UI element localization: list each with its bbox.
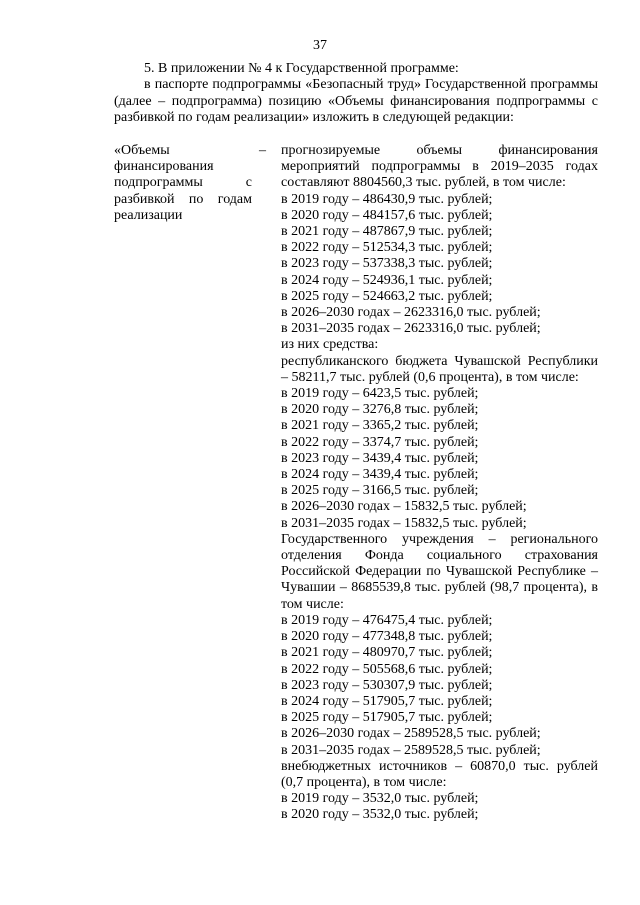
intro-line-1: 5. В приложении № 4 к Государственной программе:: [144, 61, 459, 76]
right-cell: [281, 143, 598, 824]
republic-years-list: [281, 386, 598, 532]
year-financing-line: в 2019 году – 476475,4 тыс. рублей;: [281, 612, 493, 628]
year-financing-line: в 2025 году – 517905,7 тыс. рублей;: [281, 710, 493, 726]
year-financing-line: в 2019 году – 3532,0 тыс. рублей;: [281, 791, 479, 807]
left-cell-title: «Объемы финансирования подпрограммы с разбивкой по годам реализации: [114, 143, 252, 223]
year-financing-line: в 2019 году – 6423,5 тыс. рублей;: [281, 386, 479, 402]
year-financing-line: в 2021 году – 487867,9 тыс. рублей;: [281, 224, 493, 240]
extrabudgetary-text: внебюджетных источников – 60870,0 тыс. рублей (0,7 процента), в том числе:: [281, 758, 598, 790]
year-financing-line: в 2026–2030 годах – 2589528,5 тыс. рублей;: [281, 726, 541, 742]
total-years-list: [281, 192, 598, 338]
of-which-label: из них средства:: [281, 337, 379, 353]
republic-budget-text: республиканского бюджета Чувашской Республики – 58211,7 тыс. рублей (0,6 процента), в том числе:: [281, 353, 598, 385]
year-financing-line: в 2025 году – 524663,2 тыс. рублей;: [281, 288, 493, 304]
year-financing-line: в 2022 году – 3374,7 тыс. рублей;: [281, 434, 479, 450]
year-financing-line: в 2023 году – 530307,9 тыс. рублей;: [281, 677, 493, 693]
year-financing-line: в 2020 году – 3276,8 тыс. рублей;: [281, 402, 479, 418]
year-financing-line: в 2020 году – 484157,6 тыс. рублей;: [281, 207, 493, 223]
year-financing-line: в 2023 году – 3439,4 тыс. рублей;: [281, 450, 479, 466]
year-financing-line: в 2024 году – 517905,7 тыс. рублей;: [281, 693, 493, 709]
year-financing-line: в 2024 году – 524936,1 тыс. рублей;: [281, 272, 493, 288]
social-fund-years-list: [281, 613, 598, 759]
year-financing-line: в 2021 году – 3365,2 тыс. рублей;: [281, 418, 479, 434]
year-financing-line: в 2022 году – 505568,6 тыс. рублей;: [281, 661, 493, 677]
year-financing-line: в 2019 году – 486430,9 тыс. рублей;: [281, 191, 493, 207]
left-cell-dash: –: [259, 143, 266, 158]
year-financing-line: в 2025 году – 3166,5 тыс. рублей;: [281, 483, 479, 499]
page-number: 37: [313, 38, 327, 53]
year-financing-line: в 2026–2030 годах – 2623316,0 тыс. рублей;: [281, 305, 541, 321]
year-financing-line: в 2031–2035 годах – 2623316,0 тыс. рублей;: [281, 321, 541, 337]
total-financing-text: прогнозируемые объемы финансирования мероприятий подпрограммы в 2019–2035 годах составляют 8804560,3 тыс. рублей, в том числе:: [281, 143, 598, 191]
year-financing-line: в 2023 году – 537338,3 тыс. рублей;: [281, 256, 493, 272]
year-financing-line: в 2021 году – 480970,7 тыс. рублей;: [281, 645, 493, 661]
year-financing-line: в 2026–2030 годах – 15832,5 тыс. рублей;: [281, 499, 527, 515]
year-financing-line: в 2020 году – 3532,0 тыс. рублей;: [281, 807, 479, 823]
intro-line-2: в паспорте подпрограммы «Безопасный труд» Государственной программы (далее – подпрограмма) позицию «Объемы финансирования подпрограммы с разбивкой по годам реализации» изложить в следующей редакции:: [114, 77, 598, 126]
extrabudgetary-years-list: [281, 791, 598, 823]
intro-section: [114, 61, 598, 127]
year-financing-line: в 2022 году – 512534,3 тыс. рублей;: [281, 240, 493, 256]
social-fund-text: Государственного учреждения – регионального отделения Фонда социального страхования Российской Федерации по Чувашской Республике – Чувашии – 8685539,8 тыс. рублей (98,7 процента), в том числе:: [281, 531, 598, 612]
year-financing-line: в 2031–2035 годах – 2589528,5 тыс. рублей;: [281, 742, 541, 758]
year-financing-line: в 2020 году – 477348,8 тыс. рублей;: [281, 629, 493, 645]
year-financing-line: в 2024 году – 3439,4 тыс. рублей;: [281, 467, 479, 483]
year-financing-line: в 2031–2035 годах – 15832,5 тыс. рублей;: [281, 515, 527, 531]
